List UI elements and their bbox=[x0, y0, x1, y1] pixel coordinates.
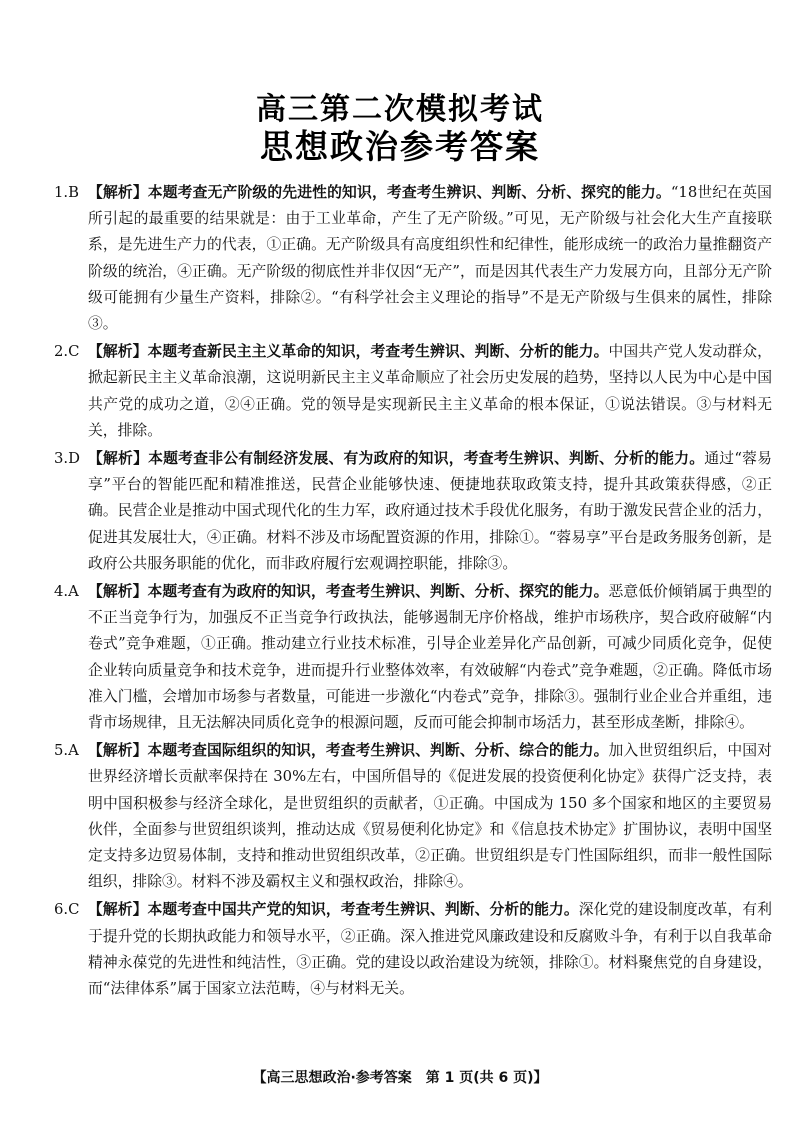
answer-text: 加入世贸组织后，中国对世界经济增长贡献率保持在 30%左右，中国所倡导的《促进发展的投资便利化协定》获得广泛支持，表明中国积极参与经济全球化，是世贸组织的贡献者，①正确。中国成为 150 多个国家和地区的主要贸易伙伴，全面参与世贸组织谈判，推动达成《贸易便利化协定》和《信息技术协定》扩围协议，表明中国坚定支持多边贸易体制，支持和推动世贸组织改革，②正确。世贸组织是专门性国际组织，而非一般性国际组织，排除③。材料不涉及霸权主义和强权政治，排除④。 bbox=[88, 742, 772, 891]
answer-text: 恶意低价倾销属于典型的不正当竞争行为，加强反不正当竞争行政执法，能够遏制无序价格战，维护市场秩序，契合政府破解“内卷式”竞争难题，①正确。推动建立行业技术标准，引导企业差异化产品创新，可减少同质化竞争，促使企业转向质量竞争和技术竞争，进而提升行业整体效率，有效破解“内卷式”竞争难题，②正确。降低市场准入门槛，会增加市场参与者数量，可能进一步激化“内卷式”竞争，排除③。强制行业企业合并重组，违背市场规律，且无法解决同质化竞争的根源问题，反而可能会抑制市场活力，甚至形成垄断，排除④。 bbox=[88, 583, 772, 732]
answer-text: 深化党的建设制度改革，有利于提升党的长期执政能力和领导水平，②正确。深入推进党风廉政建设和反腐败斗争，有利于以自我革命精神永葆党的先进性和纯洁性，③正确。党的建设以政治建设为统领，排除①。材料聚焦党的自身建设，而“法律体系”属于国家立法范畴，④与材料无关。 bbox=[88, 901, 772, 998]
answer-text: 中国共产党人发动群众，掀起新民主主义革命浪潮，这说明新民主主义革命顺应了社会历史发展的趋势，坚持以人民为中心是中国共产党的成功之道，②④正确。党的领导是实现新民主主义革命的根本保证，①说法错误。③与材料无关，排除。 bbox=[88, 343, 772, 439]
analysis-tag: 【解析】 bbox=[88, 343, 148, 361]
answer-focus: 本题考查中国共产党的知识，考查考生辨识、判断、分析的能力。 bbox=[147, 901, 579, 919]
answer-item-6 bbox=[54, 897, 772, 1002]
doc-title-line1: 高三第二次模拟考试 bbox=[256, 92, 544, 127]
answer-number: 2.C bbox=[54, 343, 80, 361]
answer-item-5 bbox=[54, 738, 772, 895]
analysis-tag: 【解析】 bbox=[88, 583, 148, 601]
answer-focus: 本题考查无产阶级的先进性的知识，考查考生辨识、判断、分析、探究的能力。 bbox=[147, 184, 671, 201]
doc-title-line2: 思想政治参考答案 bbox=[260, 127, 540, 166]
answer-focus: 本题考查有为政府的知识，考查考生辨识、判断、分析、探究的能力。 bbox=[147, 583, 609, 601]
answer-list bbox=[54, 180, 772, 1004]
answer-focus: 本题考查国际组织的知识，考查考生辨识、判断、分析、综合的能力。 bbox=[147, 742, 609, 760]
answer-text: “18世纪在英国所引起的最重要的结果就是：由于工业革命，产生了无产阶级。”可见，无产阶级与社会化大生产直接联系，是先进生产力的代表，①正确。无产阶级具有高度组织性和纪律性，能形成统一的政治力量推翻资产阶级的统治，④正确。无产阶级的彻底性并非仅因“无产”，而是因其代表生产力发展方向，且部分无产阶级可能拥有少量生产资料，排除②。“有科学社会主义理论的指导”不是无产阶级与生俱来的属性，排除③。 bbox=[88, 184, 772, 333]
answer-number: 1.B bbox=[54, 184, 79, 201]
answer-number: 6.C bbox=[54, 901, 80, 919]
analysis-tag: 【解析】 bbox=[88, 901, 148, 919]
analysis-tag: 【解析】 bbox=[88, 450, 149, 468]
answer-number: 5.A bbox=[54, 742, 79, 760]
answer-number: 4.A bbox=[54, 583, 79, 601]
answer-item-1 bbox=[54, 180, 772, 337]
answer-body bbox=[88, 180, 772, 337]
answer-body bbox=[88, 339, 772, 444]
answer-body bbox=[88, 738, 772, 895]
answer-number: 3.D bbox=[54, 450, 80, 468]
answer-text: 通过“蓉易享”平台的智能匹配和精准推送，民营企业能够快速、便捷地获取政策支持，提升其政策获得感，②正确。民营企业是推动中国式现代化的生力军，政府通过技术手段优化服务，有助于激发民营企业的活力，促进其发展壮大，④正确。材料不涉及市场配置资源的作用，排除①。“蓉易享”平台是政务服务创新，是政府公共服务职能的优化，而非政府履行宏观调控职能，排除③。 bbox=[88, 450, 772, 572]
answer-item-4 bbox=[54, 579, 772, 736]
answer-body bbox=[88, 897, 772, 1002]
answer-body bbox=[88, 579, 772, 736]
answer-item-3 bbox=[54, 446, 772, 577]
answer-focus: 本题考查非公有制经济发展、有为政府的知识，考查考生辨识、判断、分析的能力。 bbox=[148, 450, 705, 468]
analysis-tag: 【解析】 bbox=[88, 742, 148, 760]
answer-body bbox=[88, 446, 772, 577]
analysis-tag: 【解析】 bbox=[88, 184, 148, 201]
page-footer: 【高三思想政治·参考答案 第 1 页(共 6 页)】 bbox=[252, 1070, 548, 1086]
answer-item-2 bbox=[54, 339, 772, 444]
answer-focus: 本题考查新民主主义革命的知识，考查考生辨识、判断、分析的能力。 bbox=[147, 343, 609, 361]
